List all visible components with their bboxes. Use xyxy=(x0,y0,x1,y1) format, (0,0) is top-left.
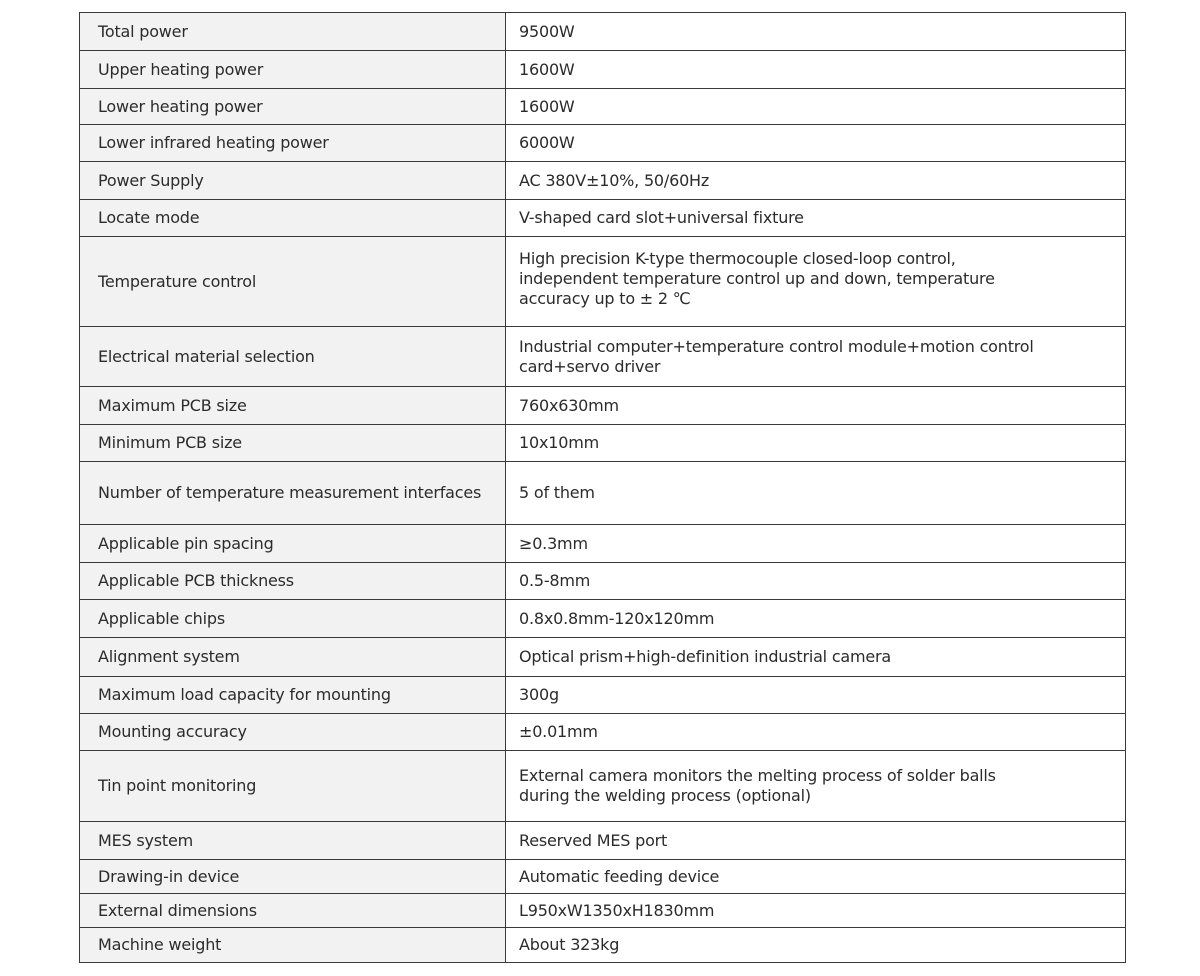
table-row xyxy=(80,125,1126,162)
spec-value xyxy=(506,563,1126,600)
spec-label: Mounting accuracy xyxy=(80,714,506,751)
spec-value-text: AC 380V±10%, 50/60Hz xyxy=(519,170,710,190)
spec-value-text: Reserved MES port xyxy=(519,830,668,850)
spec-label: Power Supply xyxy=(80,162,506,200)
spec-value xyxy=(506,13,1126,51)
spec-label: Machine weight xyxy=(80,928,506,963)
spec-value-text: Optical prism+high-definition industrial camera xyxy=(519,647,892,666)
spec-value xyxy=(506,462,1126,525)
spec-value xyxy=(506,894,1126,928)
spec-value-text: V-shaped card slot+universal fixture xyxy=(519,208,804,227)
table-row xyxy=(80,51,1126,89)
spec-label: Tin point monitoring xyxy=(80,751,506,822)
spec-value-text: 300g xyxy=(519,685,559,704)
spec-value-text: 1600W xyxy=(519,59,575,79)
table-row xyxy=(80,894,1126,928)
spec-label: Applicable chips xyxy=(80,600,506,638)
table-row xyxy=(80,200,1126,237)
spec-value-text: 10x10mm xyxy=(519,433,599,452)
spec-value xyxy=(506,237,1126,327)
spec-label: Maximum PCB size xyxy=(80,387,506,425)
spec-value xyxy=(506,677,1126,714)
table-row xyxy=(80,822,1126,860)
spec-table xyxy=(79,12,1126,963)
spec-value xyxy=(506,860,1126,894)
table-row xyxy=(80,237,1126,327)
spec-value-text: 0.8x0.8mm-120x120mm xyxy=(519,608,715,628)
spec-label: Temperature control xyxy=(80,237,506,327)
spec-value-text: High precision K-type thermocouple closed-loop control, independent temperature control up and down, temperature accuracy up to ± 2 ℃ xyxy=(519,249,995,308)
spec-value-text: L950xW1350xH1830mm xyxy=(519,900,715,920)
table-row xyxy=(80,714,1126,751)
table-row xyxy=(80,860,1126,894)
spec-label: Lower infrared heating power xyxy=(80,125,506,162)
spec-value xyxy=(506,714,1126,751)
spec-label: MES system xyxy=(80,822,506,860)
spec-value xyxy=(506,425,1126,462)
spec-value-text: 1600W xyxy=(519,96,575,116)
spec-label: Number of temperature measurement interfaces xyxy=(80,462,506,525)
spec-value-text: 9500W xyxy=(519,21,575,41)
table-row xyxy=(80,13,1126,51)
spec-value-text: ≥0.3mm xyxy=(519,533,588,553)
spec-label: Applicable pin spacing xyxy=(80,525,506,563)
spec-value xyxy=(506,387,1126,425)
spec-label: Applicable PCB thickness xyxy=(80,563,506,600)
spec-label: Electrical material selection xyxy=(80,327,506,387)
spec-label: Minimum PCB size xyxy=(80,425,506,462)
table-row xyxy=(80,387,1126,425)
spec-value-text: 0.5-8mm xyxy=(519,571,591,590)
table-row xyxy=(80,425,1126,462)
spec-value xyxy=(506,638,1126,677)
spec-label: External dimensions xyxy=(80,894,506,928)
table-row xyxy=(80,677,1126,714)
table-row xyxy=(80,525,1126,563)
table-row xyxy=(80,89,1126,125)
spec-value xyxy=(506,89,1126,125)
spec-label: Drawing-in device xyxy=(80,860,506,894)
spec-value-text: External camera monitors the melting process of solder balls during the welding process (optional) xyxy=(519,766,996,805)
table-row xyxy=(80,928,1126,963)
spec-value xyxy=(506,751,1126,822)
spec-value xyxy=(506,162,1126,200)
spec-value-text: 760x630mm xyxy=(519,395,619,415)
spec-label: Alignment system xyxy=(80,638,506,677)
spec-value-text: 5 of them xyxy=(519,483,595,502)
table-row xyxy=(80,327,1126,387)
spec-value xyxy=(506,928,1126,963)
spec-value-text: 6000W xyxy=(519,133,575,152)
spec-value xyxy=(506,51,1126,89)
table-row xyxy=(80,751,1126,822)
spec-label: Upper heating power xyxy=(80,51,506,89)
spec-label: Total power xyxy=(80,13,506,51)
spec-value-text: Automatic feeding device xyxy=(519,866,720,886)
table-row xyxy=(80,462,1126,525)
spec-value xyxy=(506,200,1126,237)
table-row xyxy=(80,600,1126,638)
spec-value xyxy=(506,525,1126,563)
spec-value xyxy=(506,600,1126,638)
spec-value xyxy=(506,822,1126,860)
table-row xyxy=(80,638,1126,677)
table-row xyxy=(80,563,1126,600)
spec-value xyxy=(506,125,1126,162)
spec-value-text: Industrial computer+temperature control module+motion control card+servo driver xyxy=(519,336,1034,376)
spec-value-text: About 323kg xyxy=(519,935,620,954)
spec-value-text: ±0.01mm xyxy=(519,722,598,741)
table-row xyxy=(80,162,1126,200)
spec-label: Locate mode xyxy=(80,200,506,237)
spec-value xyxy=(506,327,1126,387)
spec-label: Maximum load capacity for mounting xyxy=(80,677,506,714)
spec-label: Lower heating power xyxy=(80,89,506,125)
